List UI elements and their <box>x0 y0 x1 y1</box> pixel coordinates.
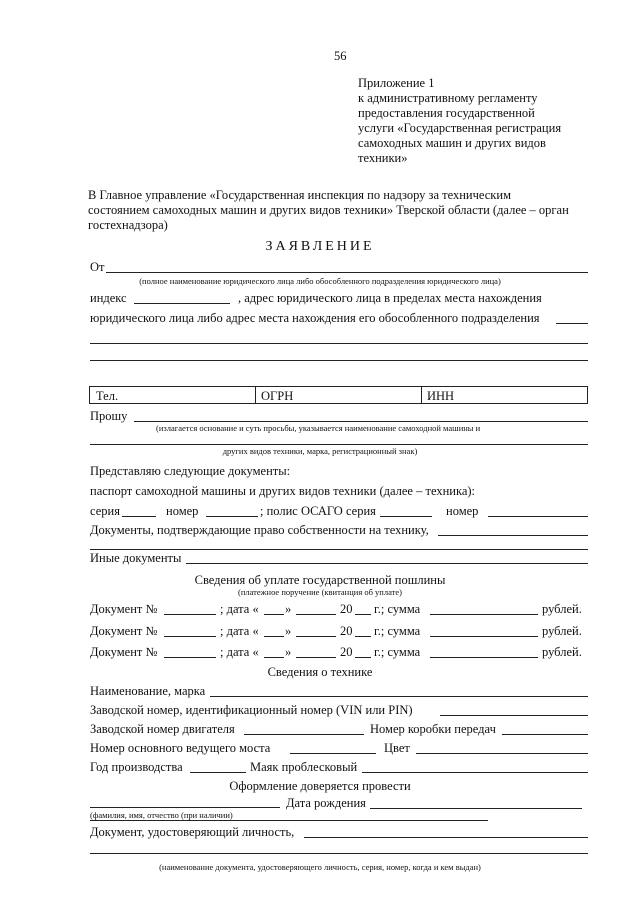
appendix-line: Приложение 1 <box>358 76 435 90</box>
color-label: Цвет <box>384 741 410 755</box>
main-axle-field[interactable] <box>290 753 376 754</box>
document-title: ЗАЯВЛЕНИЕ <box>265 239 375 254</box>
ownership-docs-field[interactable] <box>438 535 588 536</box>
osago-label: ; полис ОСАГО серия <box>260 504 376 518</box>
contact-table <box>89 386 588 404</box>
ownership-docs-label: Документы, подтверждающие право собственности на технику, <box>90 523 429 537</box>
appendix-line: техники» <box>358 151 408 165</box>
payment-doc-label: Документ № <box>90 645 158 659</box>
addressee-block <box>88 188 588 233</box>
index-label: индекс <box>90 291 127 305</box>
gearbox-number-label: Номер коробки передач <box>370 722 496 736</box>
address-field-3[interactable] <box>90 360 588 361</box>
payment-sum-field[interactable] <box>430 657 538 658</box>
addressee-line: состоянием самоходных машин и других видов техники» Тверской области (далее – орган <box>88 203 569 217</box>
payment-date-label: ; дата « <box>220 624 259 638</box>
addressee-line: В Главное управление «Государственная инспекция по надзору за техническим <box>88 188 511 202</box>
payment-currency: рублей. <box>542 602 582 616</box>
payment-day-field[interactable] <box>264 636 284 637</box>
main-axle-label: Номер основного ведущего моста <box>90 741 271 755</box>
osago-number-label: номер <box>446 504 479 518</box>
birth-date-field[interactable] <box>370 808 582 809</box>
factory-number-field[interactable] <box>440 715 588 716</box>
payment-quote-close: » <box>285 624 292 638</box>
payment-subheading: (платежное поручение (квитанция об уплате) <box>238 587 402 597</box>
id-doc-hint: (наименование документа, удостоверяющего личность, серия, номер, когда и кем выдан) <box>159 862 481 872</box>
fio-field[interactable] <box>90 807 280 808</box>
request-field[interactable] <box>134 421 588 422</box>
payment-month-field[interactable] <box>296 657 336 658</box>
series-field[interactable] <box>122 516 156 517</box>
payment-sum-label: г.; сумма <box>374 645 421 659</box>
payment-sum-field[interactable] <box>430 636 538 637</box>
address-line: юридического лица либо адрес места нахождения его обособленного подразделения <box>90 311 540 325</box>
payment-doc-label: Документ № <box>90 624 158 638</box>
phone-label: Тел. <box>96 389 119 403</box>
factory-number-label: Заводской номер, идентификационный номер (VIN или PIN) <box>90 703 413 717</box>
payment-quote-close: » <box>285 602 292 616</box>
ownership-docs-field-2[interactable] <box>90 549 588 550</box>
page-number: 56 <box>334 49 347 63</box>
name-brand-field[interactable] <box>210 696 588 697</box>
payment-heading: Сведения об уплате государственной пошлины <box>194 573 446 587</box>
birth-date-label: Дата рождения <box>286 796 366 810</box>
payment-sum-field[interactable] <box>430 614 538 615</box>
id-doc-label: Документ, удостоверяющий личность, <box>90 825 295 839</box>
from-label: От <box>90 260 105 274</box>
payment-year-label: 20 <box>340 624 353 638</box>
appendix-line: услуги «Государственная регистрация <box>358 121 562 135</box>
payment-date-label: ; дата « <box>220 645 259 659</box>
passport-line: паспорт самоходной машины и других видов техники (далее – техника): <box>90 484 476 498</box>
request-hint-2: других видов техники, марка, регистрационный знак) <box>222 446 418 456</box>
payment-day-field[interactable] <box>264 657 284 658</box>
series-label: серия <box>90 504 120 518</box>
appendix-line: предоставления государственной <box>358 106 535 120</box>
production-year-field[interactable] <box>190 772 246 773</box>
payment-currency: рублей. <box>542 624 582 638</box>
from-hint: (полное наименование юридического лица либо обособленного подразделения юридического лица) <box>139 276 501 286</box>
payment-doc-field[interactable] <box>164 636 216 637</box>
production-year-label: Год производства <box>90 760 183 774</box>
payment-currency: рублей. <box>542 645 582 659</box>
payment-day-field[interactable] <box>264 614 284 615</box>
other-docs-label: Иные документы <box>90 551 182 565</box>
engine-number-label: Заводской номер двигателя <box>90 722 235 736</box>
payment-doc-field[interactable] <box>164 657 216 658</box>
addressee-line: гостехнадзора) <box>88 218 168 232</box>
payment-date-label: ; дата « <box>220 602 259 616</box>
fio-hint: (фамилия, имя, отчество (при наличии) <box>90 810 233 820</box>
inn-label: ИНН <box>427 389 455 403</box>
request-field-2[interactable] <box>90 444 588 445</box>
entrusted-heading: Оформление доверяется провести <box>229 779 411 793</box>
inn-cell[interactable] <box>421 387 587 403</box>
request-label: Прошу <box>90 409 128 423</box>
address-field-2[interactable] <box>90 343 588 344</box>
index-tail: , адрес юридического лица в пределах места нахождения <box>238 291 542 305</box>
osago-series-field[interactable] <box>380 516 432 517</box>
address-field[interactable] <box>556 323 588 324</box>
payment-month-field[interactable] <box>296 614 336 615</box>
color-field[interactable] <box>416 753 588 754</box>
payment-doc-label: Документ № <box>90 602 158 616</box>
payment-quote-close: » <box>285 645 292 659</box>
payment-doc-field[interactable] <box>164 614 216 615</box>
payment-month-field[interactable] <box>296 636 336 637</box>
beacon-field[interactable] <box>362 772 588 773</box>
docs-intro: Представляю следующие документы: <box>90 464 291 478</box>
payment-year-field[interactable] <box>355 636 371 637</box>
id-doc-field[interactable] <box>304 837 588 838</box>
phone-cell[interactable] <box>90 387 256 403</box>
payment-year-field[interactable] <box>355 657 371 658</box>
payment-year-label: 20 <box>340 645 353 659</box>
appendix-block <box>358 76 588 166</box>
from-field[interactable] <box>106 272 588 273</box>
payment-sum-label: г.; сумма <box>374 602 421 616</box>
gearbox-number-field[interactable] <box>502 734 588 735</box>
tech-heading: Сведения о технике <box>267 665 373 679</box>
name-brand-label: Наименование, марка <box>90 684 206 698</box>
payment-year-label: 20 <box>340 602 353 616</box>
osago-number-field[interactable] <box>488 516 588 517</box>
fio-field-2[interactable] <box>90 820 488 821</box>
engine-number-field[interactable] <box>244 734 364 735</box>
appendix-line: к административному регламенту <box>358 91 538 105</box>
other-docs-field[interactable] <box>186 563 588 564</box>
request-hint: (излагается основание и суть просьбы, указывается наименование самоходной машины и <box>156 423 481 433</box>
index-field[interactable] <box>134 303 230 304</box>
beacon-label: Маяк проблесковый <box>250 760 358 774</box>
ogrn-cell[interactable] <box>255 387 422 403</box>
appendix-line: самоходных машин и других видов <box>358 136 546 150</box>
ogrn-label: ОГРН <box>261 389 294 403</box>
payment-sum-label: г.; сумма <box>374 624 421 638</box>
payment-year-field[interactable] <box>355 614 371 615</box>
number-label: номер <box>166 504 199 518</box>
id-doc-field-2[interactable] <box>90 853 588 854</box>
number-field[interactable] <box>206 516 258 517</box>
